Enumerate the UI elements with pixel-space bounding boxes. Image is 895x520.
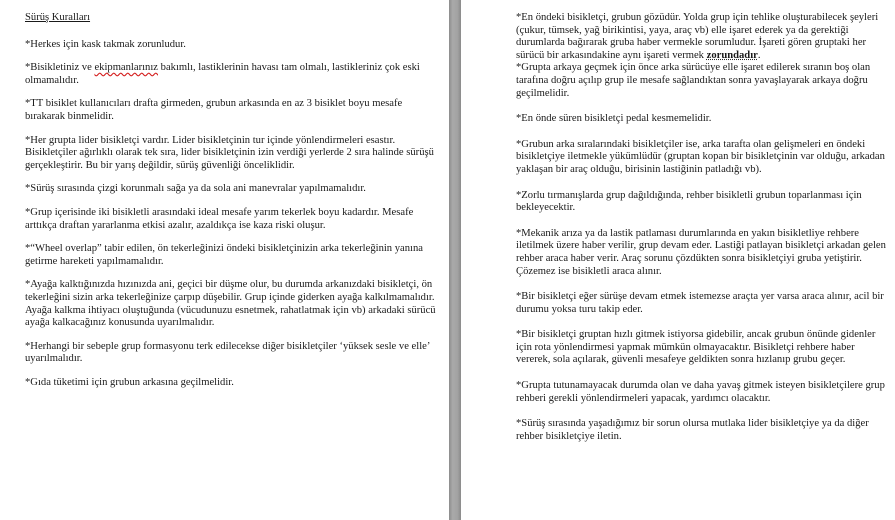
rule-keep-line: *Sürüş sırasında çizgi korunmalı sağa ya da sola ani manevralar yapılmamalıdır. bbox=[25, 183, 366, 195]
rule-quit-ride: *Bir bisikletçi eğer sürüşe devam etmek istemezse araçta yer varsa araca alınır, acil bir durumu yoksa turu takip eder. bbox=[516, 291, 884, 315]
right-page-content bbox=[516, 12, 888, 456]
rule-front-rider bbox=[516, 12, 888, 62]
rule-eating: *Gıda tüketimi için grubun arkasına geçilmelidir. bbox=[25, 376, 234, 388]
rule-group-leader: *Her grupta lider bisikletçi vardır. Lider bisikletçinin tur içinde yönlendirmeleri esastır. Bisikletçiler ağırlıklı olarak tek sıra, lider bisikletçinin izin verdiği yerlerde 2 sıra halinde sürüşü gerçekleştirir. Bu bir yarış değildir, sürüş güvenliği önceliklidir. bbox=[25, 134, 434, 171]
page-gutter bbox=[449, 0, 461, 520]
rule-helmet: *Herkes için kask takmak zorunludur. bbox=[25, 38, 186, 50]
rule-wheel-overlap: *“Wheel overlap” tabir edilen, ön tekerleğinizi öndeki bisikletçinizin arka tekerleğinin yanına getirme hareketi yapılmamalıdır. bbox=[25, 243, 423, 267]
document-title: Sürüş Kuralları bbox=[25, 12, 91, 23]
rule-report-problem: *Sürüş sırasında yaşadığımız bir sorun olursa mutlaka lider bisikletçiye ya da diğer rehber bisikletçiye iletin. bbox=[516, 418, 869, 442]
rule-slower-rider: *Grupta tutunamayacak durumda olan ve daha yavaş gitmek isteyen bisikletçilere grup rehberi gerekli yönlendirmeleri yapacak, yardımcı olacaktır. bbox=[516, 380, 885, 404]
rule-mechanical-failure: *Mekanik arıza ya da lastik patlaması durumlarında en yakın bisikletliye rehbere iletilmek üzere haber verilir, grup devam eder. Lastiği patlayan bisikletçi arkadan gelen rehber araca haber verir. Araç sorunu çözdükten sonra bisikletçiyi gruba yetiştirir. Çözemez ise bisikletli araca alınır. bbox=[516, 227, 886, 277]
rule-standing-up: *Ayağa kalktığınızda hızınızda ani, geçici bir düşme olur, bu durumda arkanızdaki bisikletçi, ön tekerleğini sizin arka tekerleğinize çarpıp düşebilir. Grup içinde giderken ayağa kalkılmamalıdır. Ayağa kalkma ihtiyacı oluştuğunda (vücudunuzu esnetmek, rahatlatmak için vb) arkadaki sürücü ayağa kalkacağınız konusunda uyarılmalıdır. bbox=[25, 279, 436, 329]
right-page bbox=[461, 0, 895, 520]
rule-equipment-text-a: *Bisikletiniz ve bbox=[25, 62, 95, 74]
rule-front-rider-text-a: *En öndeki bisikletçi, grubun gözüdür. Yolda grup için tehlike oluşturabilecek şeyleri (çukur, tümsek, yağ birikintisi, yaya, araç vb) elle işaret ederek ya da gerektiği durumlarda bağırarak gruba haber vermekle sorumludur. İşareti gören gruptaki her sürücü bir arkasındakine aynı işareti vermek bbox=[516, 12, 879, 61]
rule-moving-back: *Grupta arkaya geçmek için önce arka sürücüye elle işaret edilerek sıranın boş olan tarafına doğru açılıp grup ile mesafe sağlandıktan sonra yavaşlayarak arkaya doğru geçilmelidir. bbox=[516, 62, 871, 99]
rule-leaving-formation: *Herhangi bir sebeple grup formasyonu terk edilecekse diğer bisikletçiler ‘yüksek sesle ve elle’ uyarılmalıdır. bbox=[25, 340, 430, 365]
rule-faster-rider: *Bir bisikletçi gruptan hızlı gitmek istiyorsa gidebilir, ancak grubun önünde gidenler için rota yönlendirmesi yapmak mümkün olmayacaktır. Bisikletçi rehbere haber vererek, sola açılarak, güvenli mesafeye geldikten sonra hızlanıp grubu geçer. bbox=[516, 329, 876, 366]
rule-equipment bbox=[25, 62, 437, 87]
rule-front-rider-text-b: . bbox=[757, 49, 761, 61]
rule-equipment-text-b: bakımlı, lastiklerinin havası tam olmalı, lastikleriniz çok eski olmamalıdır. bbox=[25, 62, 420, 86]
rule-climbs: *Zorlu tırmanışlarda grup dağıldığında, rehber bisikletli grubun toparlanması için bekleyecektir. bbox=[516, 189, 862, 214]
rule-no-pedal-stop: *En önde süren bisikletçi pedal kesmemelidir. bbox=[516, 113, 712, 125]
rule-ideal-distance: *Grup içerisinde iki bisikletli arasındaki ideal mesafe yarım tekerlek boyu kadardır. Mesafe arttıkça draftan yararlanma etkisi azalır, azaldıkça ise kaza riski oluşur. bbox=[25, 206, 414, 231]
left-page-content bbox=[25, 12, 437, 400]
spellcheck-marked-word: ekipmanlarınız bbox=[94, 62, 158, 74]
rule-rear-riders: *Grubun arka sıralarındaki bisikletçiler ise, arka tarafta olan gelişmeleri en öndeki bisikletçiye iletmekle yükümlüdür (gruptan kopan bir bisikletçinin var olduğu, arkadan yaklaşan bir araç olduğu, birisinin lastiğinin patladığı vb). bbox=[516, 138, 885, 175]
rule-tt-bikes: *TT bisiklet kullanıcıları drafta girmeden, grubun arkasında en az 3 bisiklet boyu mesafe bırakarak binmelidir. bbox=[25, 98, 403, 122]
grammar-marked-word: zorundadır bbox=[706, 49, 758, 61]
